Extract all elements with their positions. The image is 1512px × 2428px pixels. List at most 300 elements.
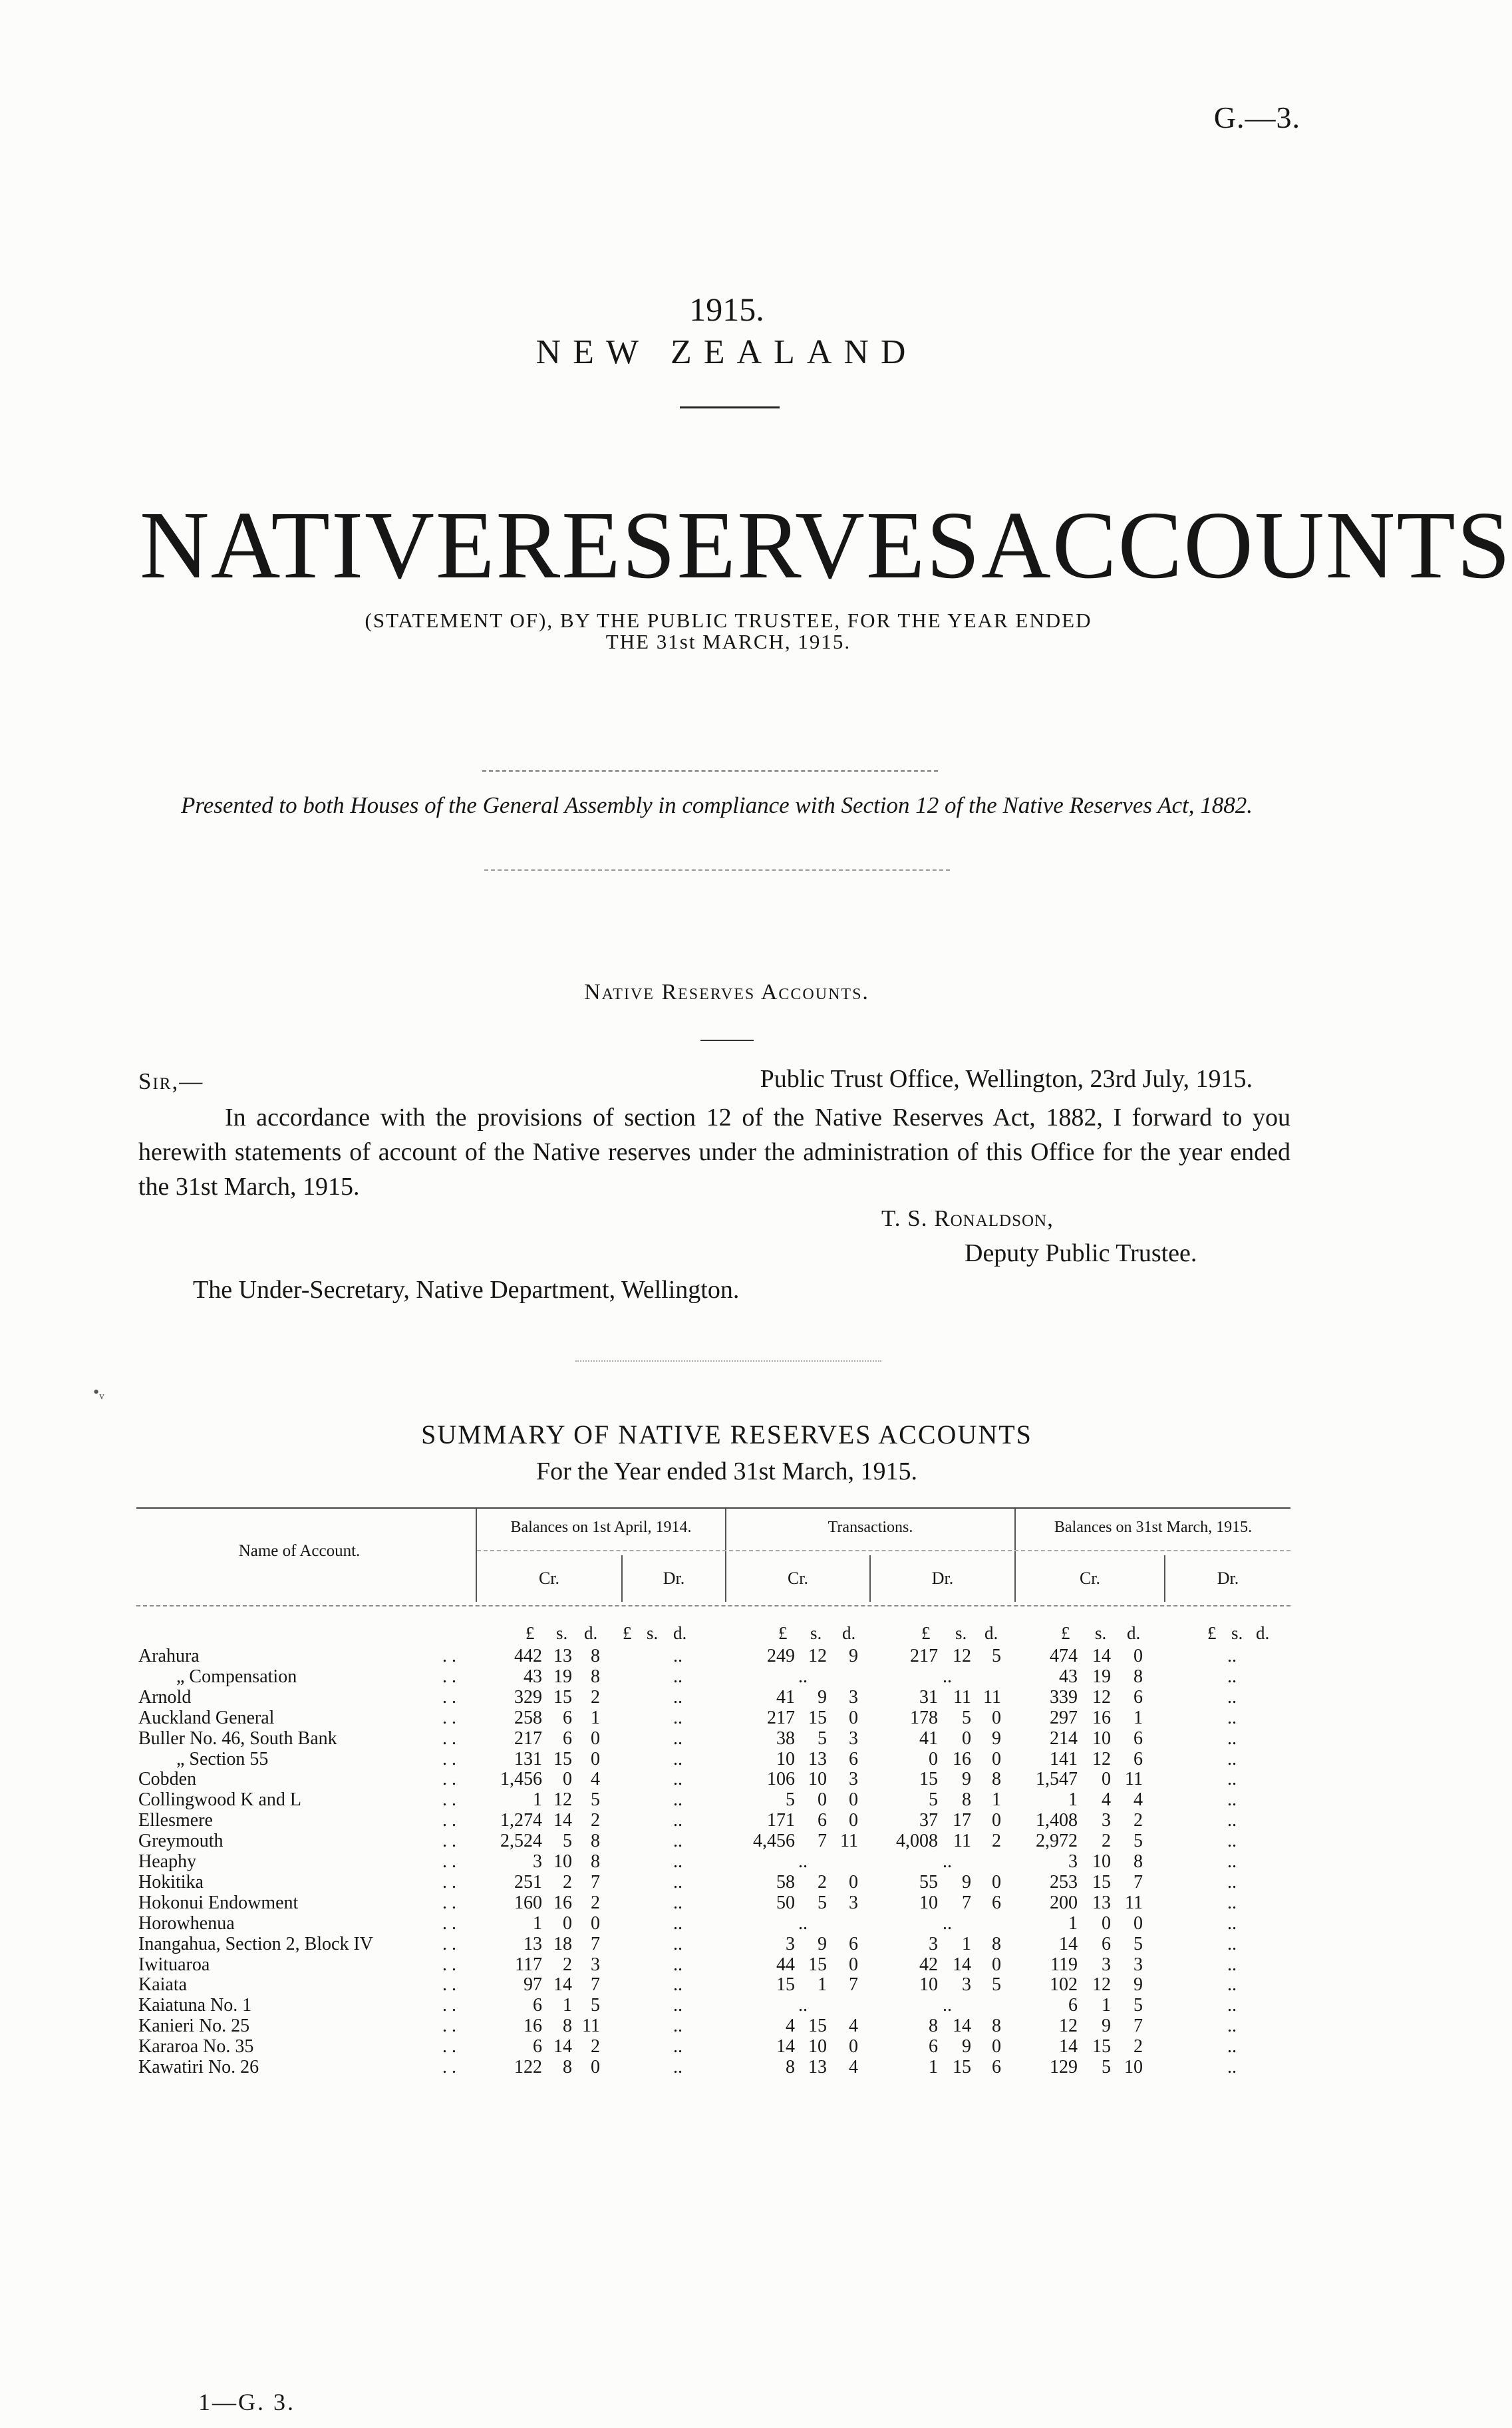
amount-shillings: 11 [953, 1831, 971, 1852]
amount-shillings: 19 [1092, 1666, 1111, 1687]
row-leader: . . [442, 2057, 456, 2077]
subheader-cr: Cr. [538, 1569, 560, 1588]
amount-shillings: 15 [808, 1707, 827, 1728]
empty-cell: .. [1227, 1974, 1237, 1996]
row-leader: . . [442, 1646, 456, 1666]
empty-cell: .. [673, 1871, 682, 1893]
amount-pence: 5 [1134, 1831, 1143, 1852]
amount-shillings: 10 [808, 2036, 827, 2057]
amount-pounds: 12 [1059, 2016, 1078, 2037]
table-row [0, 2037, 1453, 2057]
unit-pound: £ [526, 1623, 535, 1643]
summary-subtitle: For the Year ended 31st March, 1915. [535, 1457, 918, 1485]
amount-pence: 0 [591, 2057, 600, 2077]
amount-pounds: 10 [919, 1974, 938, 1996]
amount-pounds: 31 [919, 1686, 938, 1708]
table-row [0, 1811, 1453, 1831]
amount-shillings: 15 [1092, 2036, 1111, 2057]
empty-cell: .. [673, 1769, 682, 1790]
section-heading: Native Reserves Accounts. [584, 980, 869, 1004]
amount-pounds: 6 [533, 2036, 542, 2057]
amount-pounds: 160 [514, 1892, 542, 1913]
amount-pounds: 217 [767, 1707, 795, 1728]
amount-shillings: 14 [953, 2016, 971, 2037]
unit-pence: d. [1256, 1623, 1270, 1643]
table-row [0, 1996, 1453, 2016]
amount-pence: 8 [992, 1769, 1001, 1790]
amount-pence: 0 [849, 1707, 858, 1728]
row-leader: . . [442, 1748, 456, 1769]
empty-cell: .. [798, 1995, 808, 2016]
amount-shillings: 0 [1102, 1912, 1111, 1934]
empty-cell: .. [673, 1789, 682, 1811]
amount-shillings: 17 [953, 1810, 971, 1831]
subheader-cr: Cr. [787, 1569, 809, 1588]
amount-pence: 0 [849, 1871, 858, 1893]
table-row [0, 2016, 1453, 2036]
amount-pounds: 1 [1068, 1912, 1078, 1934]
amount-pence: 0 [591, 1728, 600, 1749]
amount-pounds: 15 [776, 1974, 795, 1996]
row-leader: . . [442, 1831, 456, 1852]
empty-cell: .. [1227, 1831, 1237, 1852]
divider [700, 1040, 754, 1041]
unit-shilling: s. [810, 1623, 822, 1643]
amount-shillings: 10 [808, 1769, 827, 1790]
amount-pence: 4 [591, 1769, 600, 1790]
empty-cell: .. [943, 1995, 952, 2016]
subtitle [233, 610, 1224, 653]
empty-cell: .. [673, 1728, 682, 1749]
amount-pounds: 178 [910, 1707, 938, 1728]
amount-pence: 0 [591, 1912, 600, 1934]
empty-cell: .. [673, 1995, 682, 2016]
unit-shilling: s. [647, 1623, 659, 1643]
amount-pounds: 13 [524, 1933, 542, 1954]
amount-pounds: 42 [919, 1954, 938, 1975]
amount-shillings: 15 [953, 2057, 971, 2077]
amount-shillings: 15 [553, 1748, 572, 1769]
empty-cell: .. [1227, 1995, 1237, 2016]
account-name: Arahura [138, 1646, 200, 1666]
amount-shillings: 14 [953, 1954, 971, 1975]
empty-cell: .. [673, 1954, 682, 1975]
amount-pounds: 1,274 [500, 1810, 542, 1831]
amount-pence: 4 [1134, 1789, 1143, 1811]
amount-shillings: 1 [962, 1933, 971, 1954]
account-name: Kararoa No. 35 [138, 2036, 254, 2057]
amount-pence: 11 [840, 1831, 858, 1852]
empty-cell: .. [1227, 1748, 1237, 1769]
document-reference: G.—3. [1213, 100, 1300, 134]
amount-pence: 9 [992, 1728, 1001, 1749]
empty-cell: .. [673, 1646, 682, 1666]
amount-shillings: 9 [962, 1769, 971, 1790]
amount-pence: 6 [1134, 1686, 1143, 1708]
amount-pounds: 14 [776, 2036, 795, 2057]
amount-shillings: 14 [1092, 1646, 1111, 1666]
amount-pounds: 3 [929, 1933, 938, 1954]
amount-shillings: 10 [553, 1851, 572, 1872]
table-body [0, 1646, 1453, 2365]
amount-pounds: 14 [1059, 1933, 1078, 1954]
amount-shillings: 12 [808, 1646, 827, 1666]
table-row [0, 1729, 1453, 1749]
amount-pence: 6 [849, 1933, 858, 1954]
amount-pence: 9 [849, 1646, 858, 1666]
account-name: Iwituaroa [138, 1954, 210, 1975]
amount-shillings: 13 [808, 2057, 827, 2077]
amount-pence: 1 [1134, 1707, 1143, 1728]
amount-pounds: 214 [1050, 1728, 1078, 1749]
account-name: Kaiata [138, 1974, 188, 1996]
amount-pounds: 41 [776, 1686, 795, 1708]
amount-shillings: 14 [553, 2036, 572, 2057]
amount-shillings: 1 [818, 1974, 827, 1996]
country: NEW ZEALAND [535, 333, 918, 371]
empty-cell: .. [673, 2016, 682, 2037]
margin-mark: •ᵥ [93, 1382, 104, 1402]
header-bottom-rule [136, 1605, 1290, 1606]
amount-pence: 3 [1134, 1954, 1143, 1975]
row-leader: . . [442, 1707, 456, 1728]
amount-pounds: 297 [1050, 1707, 1078, 1728]
amount-pence: 5 [1134, 1995, 1143, 2016]
empty-cell: .. [673, 2057, 682, 2077]
amount-pence: 4 [849, 2057, 858, 2077]
amount-shillings: 2 [1102, 1831, 1111, 1852]
row-leader: . . [442, 1871, 456, 1893]
unit-pence: d. [673, 1623, 687, 1643]
account-name: Ellesmere [138, 1810, 213, 1831]
amount-pounds: 43 [1059, 1666, 1078, 1687]
amount-pounds: 1 [533, 1912, 542, 1934]
amount-pence: 6 [992, 2057, 1001, 2077]
table-row [0, 1749, 1453, 1769]
subtitle-line: THE 31st MARCH, 1915. [605, 630, 851, 653]
account-name: Horowhenua [138, 1912, 235, 1934]
amount-pounds: 55 [919, 1871, 938, 1893]
amount-pence: 6 [1134, 1748, 1143, 1769]
amount-pounds: 474 [1050, 1646, 1078, 1666]
amount-shillings: 10 [1092, 1851, 1111, 1872]
amount-shillings: 5 [1102, 2057, 1111, 2077]
amount-pounds: 10 [776, 1748, 795, 1769]
summary-title: SUMMARY OF NATIVE RESERVES ACCOUNTS [421, 1420, 1032, 1449]
amount-pence: 8 [992, 1933, 1001, 1954]
amount-pounds: 122 [514, 2057, 542, 2077]
account-name: Hokonui Endowment [138, 1892, 299, 1913]
subheader-dr: Dr. [931, 1569, 954, 1588]
table-row [0, 1790, 1453, 1810]
amount-pounds: 44 [776, 1954, 795, 1975]
divider [484, 869, 950, 871]
table-row [0, 1769, 1453, 1789]
empty-cell: .. [673, 1686, 682, 1708]
amount-pence: 3 [849, 1892, 858, 1913]
amount-pence: 7 [1134, 1871, 1143, 1893]
subheader-cr: Cr. [1079, 1569, 1101, 1588]
amount-shillings: 5 [962, 1707, 971, 1728]
account-name: Cobden [138, 1769, 197, 1790]
amount-pounds: 38 [776, 1728, 795, 1749]
empty-cell: .. [1227, 2036, 1237, 2057]
amount-shillings: 12 [953, 1646, 971, 1666]
empty-cell: .. [673, 1707, 682, 1728]
amount-shillings: 18 [553, 1933, 572, 1954]
amount-shillings: 12 [1092, 1686, 1111, 1708]
amount-pence: 0 [992, 1871, 1001, 1893]
row-leader: . . [442, 1851, 456, 1872]
amount-pounds: 15 [919, 1769, 938, 1790]
account-name: Kaiatuna No. 1 [138, 1995, 252, 2016]
amount-shillings: 16 [953, 1748, 971, 1769]
amount-pounds: 6 [533, 1995, 542, 2016]
salutation: Sir,— [138, 1068, 204, 1094]
amount-pounds: 106 [767, 1769, 795, 1790]
amount-pence: 8 [591, 1831, 600, 1852]
amount-shillings: 0 [1102, 1769, 1111, 1790]
empty-cell: .. [1227, 2016, 1237, 2037]
column-header-closing: Balances on 31st March, 1915. [1054, 1519, 1253, 1536]
amount-pounds: 1 [929, 2057, 938, 2077]
amount-shillings: 9 [962, 2036, 971, 2057]
amount-pounds: 97 [524, 1974, 542, 1996]
amount-shillings: 13 [553, 1646, 572, 1666]
row-leader: . . [442, 1666, 456, 1687]
empty-cell: .. [943, 1666, 952, 1687]
amount-pence: 10 [1124, 2057, 1143, 2077]
divider [482, 770, 938, 772]
amount-pence: 3 [849, 1769, 858, 1790]
empty-cell: .. [1227, 1851, 1237, 1872]
amount-pence: 0 [591, 1748, 600, 1769]
table-row [0, 1934, 1453, 1954]
amount-shillings: 8 [563, 2016, 572, 2037]
amount-pounds: 131 [514, 1748, 542, 1769]
amount-shillings: 19 [553, 1666, 572, 1687]
empty-cell: .. [798, 1666, 808, 1687]
unit-pound: £ [1207, 1623, 1217, 1643]
table-row [0, 1831, 1453, 1851]
account-name: Inangahua, Section 2, Block IV [138, 1933, 374, 1954]
amount-shillings: 3 [1102, 1954, 1111, 1975]
amount-pounds: 117 [515, 1954, 542, 1975]
account-name: Kanieri No. 25 [138, 2016, 250, 2037]
subheader-dr: Dr. [663, 1569, 685, 1588]
amount-shillings: 13 [1092, 1892, 1111, 1913]
amount-pounds: 8 [929, 2016, 938, 2037]
amount-shillings: 0 [818, 1789, 827, 1811]
page-footer: 1—G. 3. [198, 2389, 295, 2415]
amount-pounds: 58 [776, 1871, 795, 1893]
amount-pounds: 141 [1050, 1748, 1078, 1769]
table-row [0, 1852, 1453, 1872]
unit-pound: £ [623, 1623, 632, 1643]
empty-cell: .. [1227, 1789, 1237, 1811]
account-name: Heaphy [138, 1851, 197, 1872]
unit-shilling: s. [556, 1623, 568, 1643]
title-word: RESERVES [496, 492, 982, 599]
unit-shilling: s. [1095, 1623, 1107, 1643]
amount-pence: 3 [849, 1686, 858, 1708]
amount-pence: 7 [591, 1933, 600, 1954]
column-header-opening: Balances on 1st April, 1914. [510, 1519, 692, 1536]
amount-pounds: 253 [1050, 1871, 1078, 1893]
unit-pound: £ [778, 1623, 788, 1643]
column-header-transactions: Transactions. [828, 1519, 913, 1536]
amount-shillings: 11 [953, 1686, 971, 1708]
table-row [0, 1708, 1453, 1728]
amount-pence: 3 [591, 1954, 600, 1975]
empty-cell: .. [1227, 1892, 1237, 1913]
empty-cell: .. [1227, 1954, 1237, 1975]
table-row [0, 1975, 1453, 1995]
amount-pence: 11 [983, 1686, 1001, 1708]
header-rule [477, 1550, 1290, 1551]
amount-pence: 0 [849, 2036, 858, 2057]
presented-note: Presented to both Houses of the General Assembly in compliance with Section 12 of the Native Reserves Act, 1882. [181, 792, 1253, 818]
empty-cell: .. [798, 1851, 808, 1872]
amount-shillings: 12 [1092, 1748, 1111, 1769]
amount-pence: 7 [591, 1871, 600, 1893]
amount-pence: 0 [849, 1810, 858, 1831]
amount-pence: 0 [849, 1954, 858, 1975]
empty-cell: .. [1227, 1666, 1237, 1687]
table-row [0, 1667, 1453, 1687]
amount-pounds: 5 [929, 1789, 938, 1811]
amount-pence: 8 [1134, 1666, 1143, 1687]
amount-pence: 4 [849, 2016, 858, 2037]
amount-pence: 0 [992, 1954, 1001, 1975]
empty-cell: .. [1227, 1912, 1237, 1934]
amount-pounds: 6 [1068, 1995, 1078, 2016]
row-leader: . . [442, 2016, 456, 2037]
amount-pence: 9 [1134, 1974, 1143, 1996]
empty-cell: .. [1227, 1871, 1237, 1893]
amount-shillings: 15 [553, 1686, 572, 1708]
amount-pounds: 3 [1068, 1851, 1078, 1872]
table-row [0, 1873, 1453, 1893]
amount-shillings: 6 [1102, 1933, 1111, 1954]
amount-shillings: 13 [808, 1748, 827, 1769]
amount-shillings: 2 [563, 1954, 572, 1975]
empty-cell: .. [1227, 1810, 1237, 1831]
signer-title: Deputy Public Trustee. [965, 1239, 1197, 1267]
amount-pence: 2 [992, 1831, 1001, 1852]
empty-cell: .. [673, 1851, 682, 1872]
table-row [0, 1893, 1453, 1913]
account-name: Kawatiri No. 26 [138, 2057, 259, 2077]
amount-shillings: 14 [553, 1810, 572, 1831]
amount-pounds: 200 [1050, 1892, 1078, 1913]
amount-shillings: 15 [808, 2016, 827, 2037]
amount-shillings: 9 [818, 1686, 827, 1708]
amount-shillings: 6 [563, 1707, 572, 1728]
amount-pence: 6 [849, 1748, 858, 1769]
amount-pence: 5 [1134, 1933, 1143, 1954]
amount-pounds: 249 [767, 1646, 795, 1666]
amount-pounds: 4 [786, 2016, 795, 2037]
amount-pence: 7 [591, 1974, 600, 1996]
subtitle-line: (STATEMENT OF), BY THE PUBLIC TRUSTEE, FOR THE YEAR ENDED [365, 609, 1092, 632]
amount-pence: 5 [591, 1995, 600, 2016]
subheader-dr: Dr. [1217, 1569, 1239, 1588]
empty-cell: .. [673, 1974, 682, 1996]
amount-shillings: 15 [1092, 1871, 1111, 1893]
amount-shillings: 0 [563, 1912, 572, 1934]
unit-shilling: s. [1231, 1623, 1243, 1643]
amount-pounds: 0 [929, 1748, 938, 1769]
amount-shillings: 15 [808, 1954, 827, 1975]
account-name: „ Section 55 [176, 1748, 269, 1769]
amount-pounds: 4,008 [896, 1831, 938, 1852]
empty-cell: .. [943, 1912, 952, 1934]
empty-cell: .. [673, 1831, 682, 1852]
amount-pence: 1 [992, 1789, 1001, 1811]
row-leader: . . [442, 1912, 456, 1934]
amount-shillings: 6 [818, 1810, 827, 1831]
amount-pence: 1 [591, 1707, 600, 1728]
amount-pence: 8 [591, 1666, 600, 1687]
unit-pound: £ [1061, 1623, 1070, 1643]
unit-pence: d. [1127, 1623, 1141, 1643]
amount-pounds: 119 [1050, 1954, 1078, 1975]
amount-pence: 0 [1134, 1646, 1143, 1666]
amount-shillings: 9 [962, 1871, 971, 1893]
amount-shillings: 1 [563, 1995, 572, 2016]
empty-cell: .. [1227, 2057, 1237, 2077]
amount-pounds: 10 [919, 1892, 938, 1913]
empty-cell: .. [1227, 1646, 1237, 1666]
amount-pence: 2 [591, 1686, 600, 1708]
amount-pence: 2 [591, 1892, 600, 1913]
amount-pounds: 217 [910, 1646, 938, 1666]
amount-pence: 6 [992, 1892, 1001, 1913]
amount-pounds: 43 [524, 1666, 542, 1687]
amount-pounds: 1 [1068, 1789, 1078, 1811]
amount-shillings: 2 [818, 1871, 827, 1893]
amount-pounds: 5 [786, 1789, 795, 1811]
amount-pounds: 14 [1059, 2036, 1078, 2057]
amount-pounds: 129 [1050, 2057, 1078, 2077]
empty-cell: .. [673, 2036, 682, 2057]
amount-shillings: 5 [563, 1831, 572, 1852]
table-row [0, 1646, 1453, 1666]
amount-pounds: 8 [786, 2057, 795, 2077]
row-leader: . . [442, 1954, 456, 1975]
amount-shillings: 16 [553, 1892, 572, 1913]
amount-shillings: 4 [1102, 1789, 1111, 1811]
amount-shillings: 12 [1092, 1974, 1111, 1996]
amount-shillings: 12 [553, 1789, 572, 1811]
amount-shillings: 5 [818, 1892, 827, 1913]
amount-shillings: 7 [818, 1831, 827, 1852]
amount-shillings: 9 [1102, 2016, 1111, 2037]
row-leader: . . [442, 1810, 456, 1831]
amount-pounds: 1,456 [500, 1769, 542, 1790]
amount-pounds: 1,408 [1036, 1810, 1078, 1831]
amount-pounds: 2,972 [1036, 1831, 1078, 1852]
amount-pounds: 1 [533, 1789, 542, 1811]
table-top-rule [136, 1507, 1290, 1509]
unit-shilling: s. [955, 1623, 967, 1643]
divider [680, 406, 780, 408]
amount-pence: 0 [992, 1707, 1001, 1728]
amount-pounds: 171 [767, 1810, 795, 1831]
unit-pence: d. [584, 1623, 598, 1643]
unit-pence: d. [984, 1623, 998, 1643]
